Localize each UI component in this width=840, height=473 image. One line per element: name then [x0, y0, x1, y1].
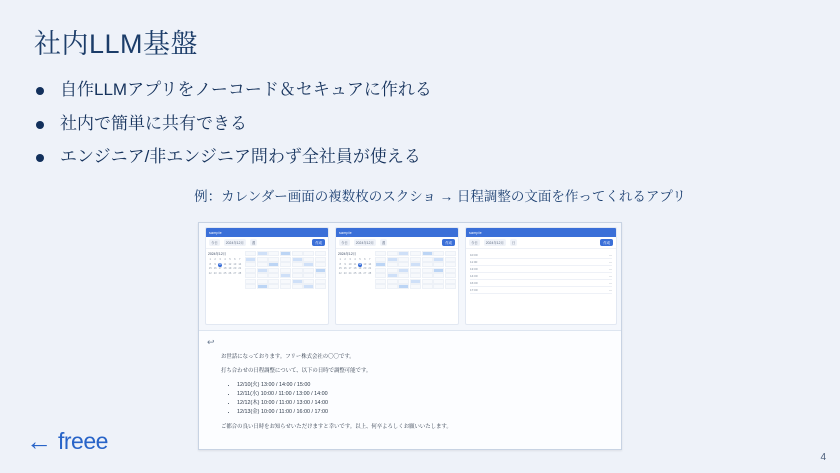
- grid-cell: [245, 279, 256, 284]
- mini-cal-cell: 17: [218, 267, 222, 270]
- grid-cell: [245, 284, 256, 289]
- mini-cal-cell: 5: [359, 258, 361, 261]
- grid-cell: [268, 257, 279, 262]
- grid-cell: [375, 279, 386, 284]
- mini-cal-cell: 9: [214, 262, 216, 266]
- grid-cell: [292, 262, 303, 267]
- grid-cell: [433, 251, 444, 256]
- calendar-body: [336, 249, 458, 291]
- mail-body: [213, 353, 607, 431]
- list-item: [36, 145, 636, 170]
- grid-cell: [422, 257, 433, 262]
- create-event-button[interactable]: 作成: [312, 239, 325, 246]
- calendar-panel: [335, 227, 459, 325]
- grid-cell: [410, 257, 421, 262]
- mail-slot-list: [221, 381, 607, 417]
- bullet-text: エンジニア/非エンジニア問わず全社員が使える: [60, 147, 421, 167]
- grid-cell: [445, 268, 456, 273]
- bullet-text: 自作LLMアプリをノーコード＆セキュアに作れる: [60, 80, 432, 99]
- mini-cal-cell: 8: [339, 262, 341, 266]
- mini-cal-cell: 12: [228, 262, 232, 266]
- week-grid[interactable]: [245, 251, 326, 289]
- grid-cell: [257, 268, 268, 273]
- grid-cell: [292, 279, 303, 284]
- create-event-button[interactable]: 作成: [600, 239, 613, 246]
- mini-cal-cell: 3: [349, 258, 351, 261]
- grid-cell: [398, 262, 409, 267]
- grid-cell: [303, 279, 314, 284]
- grid-cell: [257, 284, 268, 289]
- toolbar-view-select[interactable]: 週: [381, 241, 386, 245]
- mini-cal-cell: 3: [219, 258, 221, 261]
- grid-cell: [315, 273, 326, 278]
- mini-cal-cell: 19: [358, 267, 362, 270]
- mini-cal-cell: 13: [363, 262, 367, 266]
- grid-cell: [387, 262, 398, 267]
- mini-calendar: [338, 251, 372, 289]
- mini-cal-cell: 16: [343, 267, 347, 270]
- mini-cal-cell: 18: [353, 267, 357, 270]
- mini-cal-cell: 15: [338, 267, 342, 270]
- grid-cell: [387, 257, 398, 262]
- grid-cell: [245, 262, 256, 267]
- grid-cell: [245, 257, 256, 262]
- freee-logo: [26, 425, 108, 456]
- grid-cell: [245, 268, 256, 273]
- logo-text: freee: [58, 428, 108, 454]
- calendar-panel: [465, 227, 617, 325]
- grid-cell: [445, 262, 456, 267]
- mini-calendar-title: 2024年12月: [338, 252, 357, 256]
- create-event-button[interactable]: 作成: [442, 239, 455, 246]
- grid-cell: [257, 251, 268, 256]
- grid-cell: [433, 273, 444, 278]
- grid-cell: [315, 262, 326, 267]
- reply-icon: ↩: [207, 337, 215, 347]
- grid-cell: [398, 284, 409, 289]
- grid-cell: [280, 268, 291, 273]
- generated-mail-panel: [199, 331, 621, 450]
- mini-cal-cell: 14: [368, 262, 372, 266]
- grid-cell: [398, 279, 409, 284]
- list-item: • 12/12(木) 10:00 / 11:00 / 13:00 / 14:00: [237, 399, 607, 408]
- grid-cell: [292, 251, 303, 256]
- mini-cal-cell: 6: [364, 258, 366, 261]
- mini-cal-cell: 11: [223, 262, 227, 266]
- slot-time: 14:00: [470, 274, 478, 278]
- grid-cell: [410, 251, 421, 256]
- grid-cell: [422, 279, 433, 284]
- grid-cell: [433, 268, 444, 273]
- calendar-panel: [205, 227, 329, 325]
- mini-cal-cell: 16: [213, 267, 217, 270]
- grid-cell: [280, 273, 291, 278]
- slot-status: ―: [609, 281, 612, 285]
- list-item: • 12/10(火) 13:00 / 14:00 / 15:00: [237, 381, 607, 390]
- mini-calendar-grid[interactable]: [338, 258, 372, 276]
- grid-cell: [375, 257, 386, 262]
- grid-cell: [445, 284, 456, 289]
- grid-cell: [268, 268, 279, 273]
- grid-cell: [445, 251, 456, 256]
- grid-cell: [387, 273, 398, 278]
- grid-cell: [257, 279, 268, 284]
- mini-cal-cell: 26: [228, 271, 232, 275]
- slot-time: 16:00: [470, 281, 478, 285]
- grid-cell: [280, 257, 291, 262]
- grid-cell: [315, 268, 326, 273]
- mini-cal-cell: 25: [223, 271, 227, 275]
- grid-cell: [445, 279, 456, 284]
- grid-cell: [303, 273, 314, 278]
- grid-cell: [433, 279, 444, 284]
- slot-status: ―: [609, 253, 612, 257]
- mini-cal-cell: 8: [209, 262, 211, 266]
- grid-cell: [257, 262, 268, 267]
- list-item: • 12/13(金) 10:00 / 11:00 / 16:00 / 17:00: [237, 408, 607, 417]
- grid-cell: [375, 268, 386, 273]
- grid-cell: [433, 262, 444, 267]
- bullet-dot-icon: [36, 121, 44, 129]
- grid-cell: [315, 279, 326, 284]
- grid-cell: [292, 257, 303, 262]
- grid-cell: [398, 251, 409, 256]
- grid-cell: [410, 262, 421, 267]
- grid-cell: [292, 284, 303, 289]
- grid-cell: [292, 273, 303, 278]
- grid-cell: [422, 273, 433, 278]
- slot-time: 11:00: [470, 260, 478, 264]
- mail-greeting: お世話になっております。フリー株式会社の〇〇です。: [221, 354, 355, 360]
- mini-cal-cell: 4: [224, 258, 226, 261]
- grid-cell: [268, 279, 279, 284]
- mini-cal-cell: 1: [209, 258, 211, 261]
- toolbar-view-select[interactable]: 日: [511, 241, 516, 245]
- mini-cal-cell: 23: [343, 271, 347, 275]
- bullet-dot-icon: [36, 154, 44, 162]
- mini-cal-cell: 27: [233, 271, 237, 275]
- list-item: [36, 112, 636, 137]
- bullet-list: [36, 78, 636, 179]
- mini-cal-cell: 2: [344, 258, 346, 261]
- grid-cell: [410, 273, 421, 278]
- calendar-body: [206, 249, 328, 291]
- page-number: 4: [820, 452, 826, 463]
- app-name: sample: [469, 230, 482, 235]
- slot-status: ―: [609, 288, 612, 292]
- grid-cell: [257, 273, 268, 278]
- grid-cell: [268, 262, 279, 267]
- grid-cell: [280, 262, 291, 267]
- mini-cal-cell: 11: [353, 262, 357, 266]
- grid-cell: [280, 284, 291, 289]
- slot-status: ―: [609, 260, 612, 264]
- grid-cell: [303, 257, 314, 262]
- mini-cal-cell: 22: [338, 271, 342, 275]
- day-schedule-list: [466, 249, 616, 297]
- grid-cell: [375, 251, 386, 256]
- app-name: sample: [339, 230, 352, 235]
- grid-cell: [292, 268, 303, 273]
- grid-cell: [433, 257, 444, 262]
- example-caption: 例：カレンダー画面の複数枚のスクショ → 日程調整の文面を作ってくれるアプリ: [194, 189, 686, 204]
- grid-cell: [422, 284, 433, 289]
- grid-cell: [375, 284, 386, 289]
- table-row: [470, 259, 612, 266]
- table-row: [470, 266, 612, 273]
- mini-cal-cell: 28: [368, 271, 372, 275]
- grid-cell: [387, 284, 398, 289]
- mini-cal-cell: 17: [348, 267, 352, 270]
- mail-intro: 打ち合わせの日程調整について、以下の日時で調整可能です。: [221, 368, 372, 375]
- screenshot-mock: [198, 222, 622, 450]
- mini-cal-cell: 10: [348, 262, 352, 266]
- mini-cal-cell: 26: [358, 271, 362, 275]
- list-item: • 12/11(水) 10:00 / 11:00 / 13:00 / 14:00: [237, 390, 607, 399]
- grid-cell: [315, 284, 326, 289]
- app-name: sample: [209, 230, 222, 235]
- grid-cell: [422, 268, 433, 273]
- grid-cell: [315, 257, 326, 262]
- grid-cell: [398, 273, 409, 278]
- page-title: 社内LLM基盤: [34, 29, 199, 59]
- mini-calendar: [208, 251, 242, 289]
- grid-cell: [410, 284, 421, 289]
- grid-cell: [268, 251, 279, 256]
- grid-cell: [268, 284, 279, 289]
- mini-cal-cell: 1: [339, 258, 341, 261]
- grid-cell: [398, 268, 409, 273]
- toolbar-today-button[interactable]: 今日: [211, 241, 218, 245]
- toolbar-today-button[interactable]: 今日: [471, 241, 478, 245]
- toolbar-month-label: 2024年12月: [485, 241, 504, 245]
- grid-cell: [303, 262, 314, 267]
- toolbar-month-label: 2024年12月: [355, 241, 374, 245]
- grid-cell: [303, 268, 314, 273]
- calendar-app-header: [336, 228, 458, 237]
- mini-cal-cell: 7: [369, 258, 371, 261]
- grid-cell: [315, 251, 326, 256]
- mini-calendar-title: 2024年12月: [208, 252, 227, 256]
- mini-cal-cell: 21: [238, 267, 242, 270]
- mini-cal-cell: 18: [223, 267, 227, 270]
- grid-cell: [257, 257, 268, 262]
- calendar-screenshots-strip: [199, 223, 621, 331]
- mini-cal-cell: 21: [368, 267, 372, 270]
- grid-cell: [398, 257, 409, 262]
- mini-cal-cell: 6: [234, 258, 236, 261]
- mini-cal-cell-selected: 12: [358, 262, 362, 266]
- calendar-toolbar: [466, 237, 616, 249]
- slot-time: 10:00: [470, 253, 478, 257]
- mini-cal-cell: 25: [353, 271, 357, 275]
- grid-cell: [375, 273, 386, 278]
- table-row: [470, 252, 612, 259]
- grid-cell: [280, 251, 291, 256]
- mail-closing: ご都合の良い日時をお知らせいただけますと幸いです。以上、何卒よろしくお願いいたします。: [221, 423, 452, 430]
- grid-cell: [422, 262, 433, 267]
- toolbar-today-button[interactable]: 今日: [341, 241, 348, 245]
- mini-cal-cell: 7: [239, 258, 241, 261]
- grid-cell: [433, 284, 444, 289]
- slot-time: 17:00: [470, 288, 478, 292]
- list-item: [36, 78, 636, 103]
- mini-cal-cell-selected: 10: [218, 262, 222, 266]
- table-row: [470, 280, 612, 287]
- mini-cal-cell: 24: [218, 271, 222, 275]
- grid-cell: [410, 279, 421, 284]
- mini-cal-cell: 28: [238, 271, 242, 275]
- slot-time: 13:00: [470, 267, 478, 271]
- slot-status: ―: [609, 274, 612, 278]
- grid-cell: [375, 262, 386, 267]
- mini-cal-cell: 4: [354, 258, 356, 261]
- grid-cell: [268, 273, 279, 278]
- toolbar-month-label: 2024年12月: [225, 241, 244, 245]
- grid-cell: [445, 257, 456, 262]
- grid-cell: [303, 251, 314, 256]
- mini-cal-cell: 19: [228, 267, 232, 270]
- grid-cell: [445, 273, 456, 278]
- week-grid[interactable]: [375, 251, 456, 289]
- toolbar-view-select[interactable]: 週: [251, 241, 256, 245]
- mini-cal-cell: 27: [363, 271, 367, 275]
- bullet-text: 社内で簡単に共有できる: [60, 113, 247, 133]
- mini-calendar-grid[interactable]: [208, 258, 242, 276]
- mini-cal-cell: 14: [238, 262, 242, 266]
- grid-cell: [422, 251, 433, 256]
- arrow-icon: ←: [26, 425, 52, 456]
- mini-cal-cell: 13: [233, 262, 237, 266]
- mini-cal-cell: 20: [233, 267, 237, 270]
- calendar-app-header: [206, 228, 328, 237]
- calendar-toolbar: [206, 237, 328, 249]
- mini-cal-cell: 24: [348, 271, 352, 275]
- grid-cell: [280, 279, 291, 284]
- mini-cal-cell: 23: [213, 271, 217, 275]
- grid-cell: [303, 284, 314, 289]
- slot-status: ―: [609, 267, 612, 271]
- table-row: [470, 287, 612, 294]
- mini-cal-cell: 20: [363, 267, 367, 270]
- mini-cal-cell: 22: [208, 271, 212, 275]
- grid-cell: [245, 251, 256, 256]
- grid-cell: [410, 268, 421, 273]
- mini-cal-cell: 5: [229, 258, 231, 261]
- grid-cell: [245, 273, 256, 278]
- grid-cell: [387, 251, 398, 256]
- mini-cal-cell: 15: [208, 267, 212, 270]
- grid-cell: [387, 279, 398, 284]
- bullet-dot-icon: [36, 87, 44, 95]
- mini-cal-cell: 9: [344, 262, 346, 266]
- calendar-toolbar: [336, 237, 458, 249]
- table-row: [470, 273, 612, 280]
- mini-cal-cell: 2: [214, 258, 216, 261]
- grid-cell: [387, 268, 398, 273]
- calendar-app-header: [466, 228, 616, 237]
